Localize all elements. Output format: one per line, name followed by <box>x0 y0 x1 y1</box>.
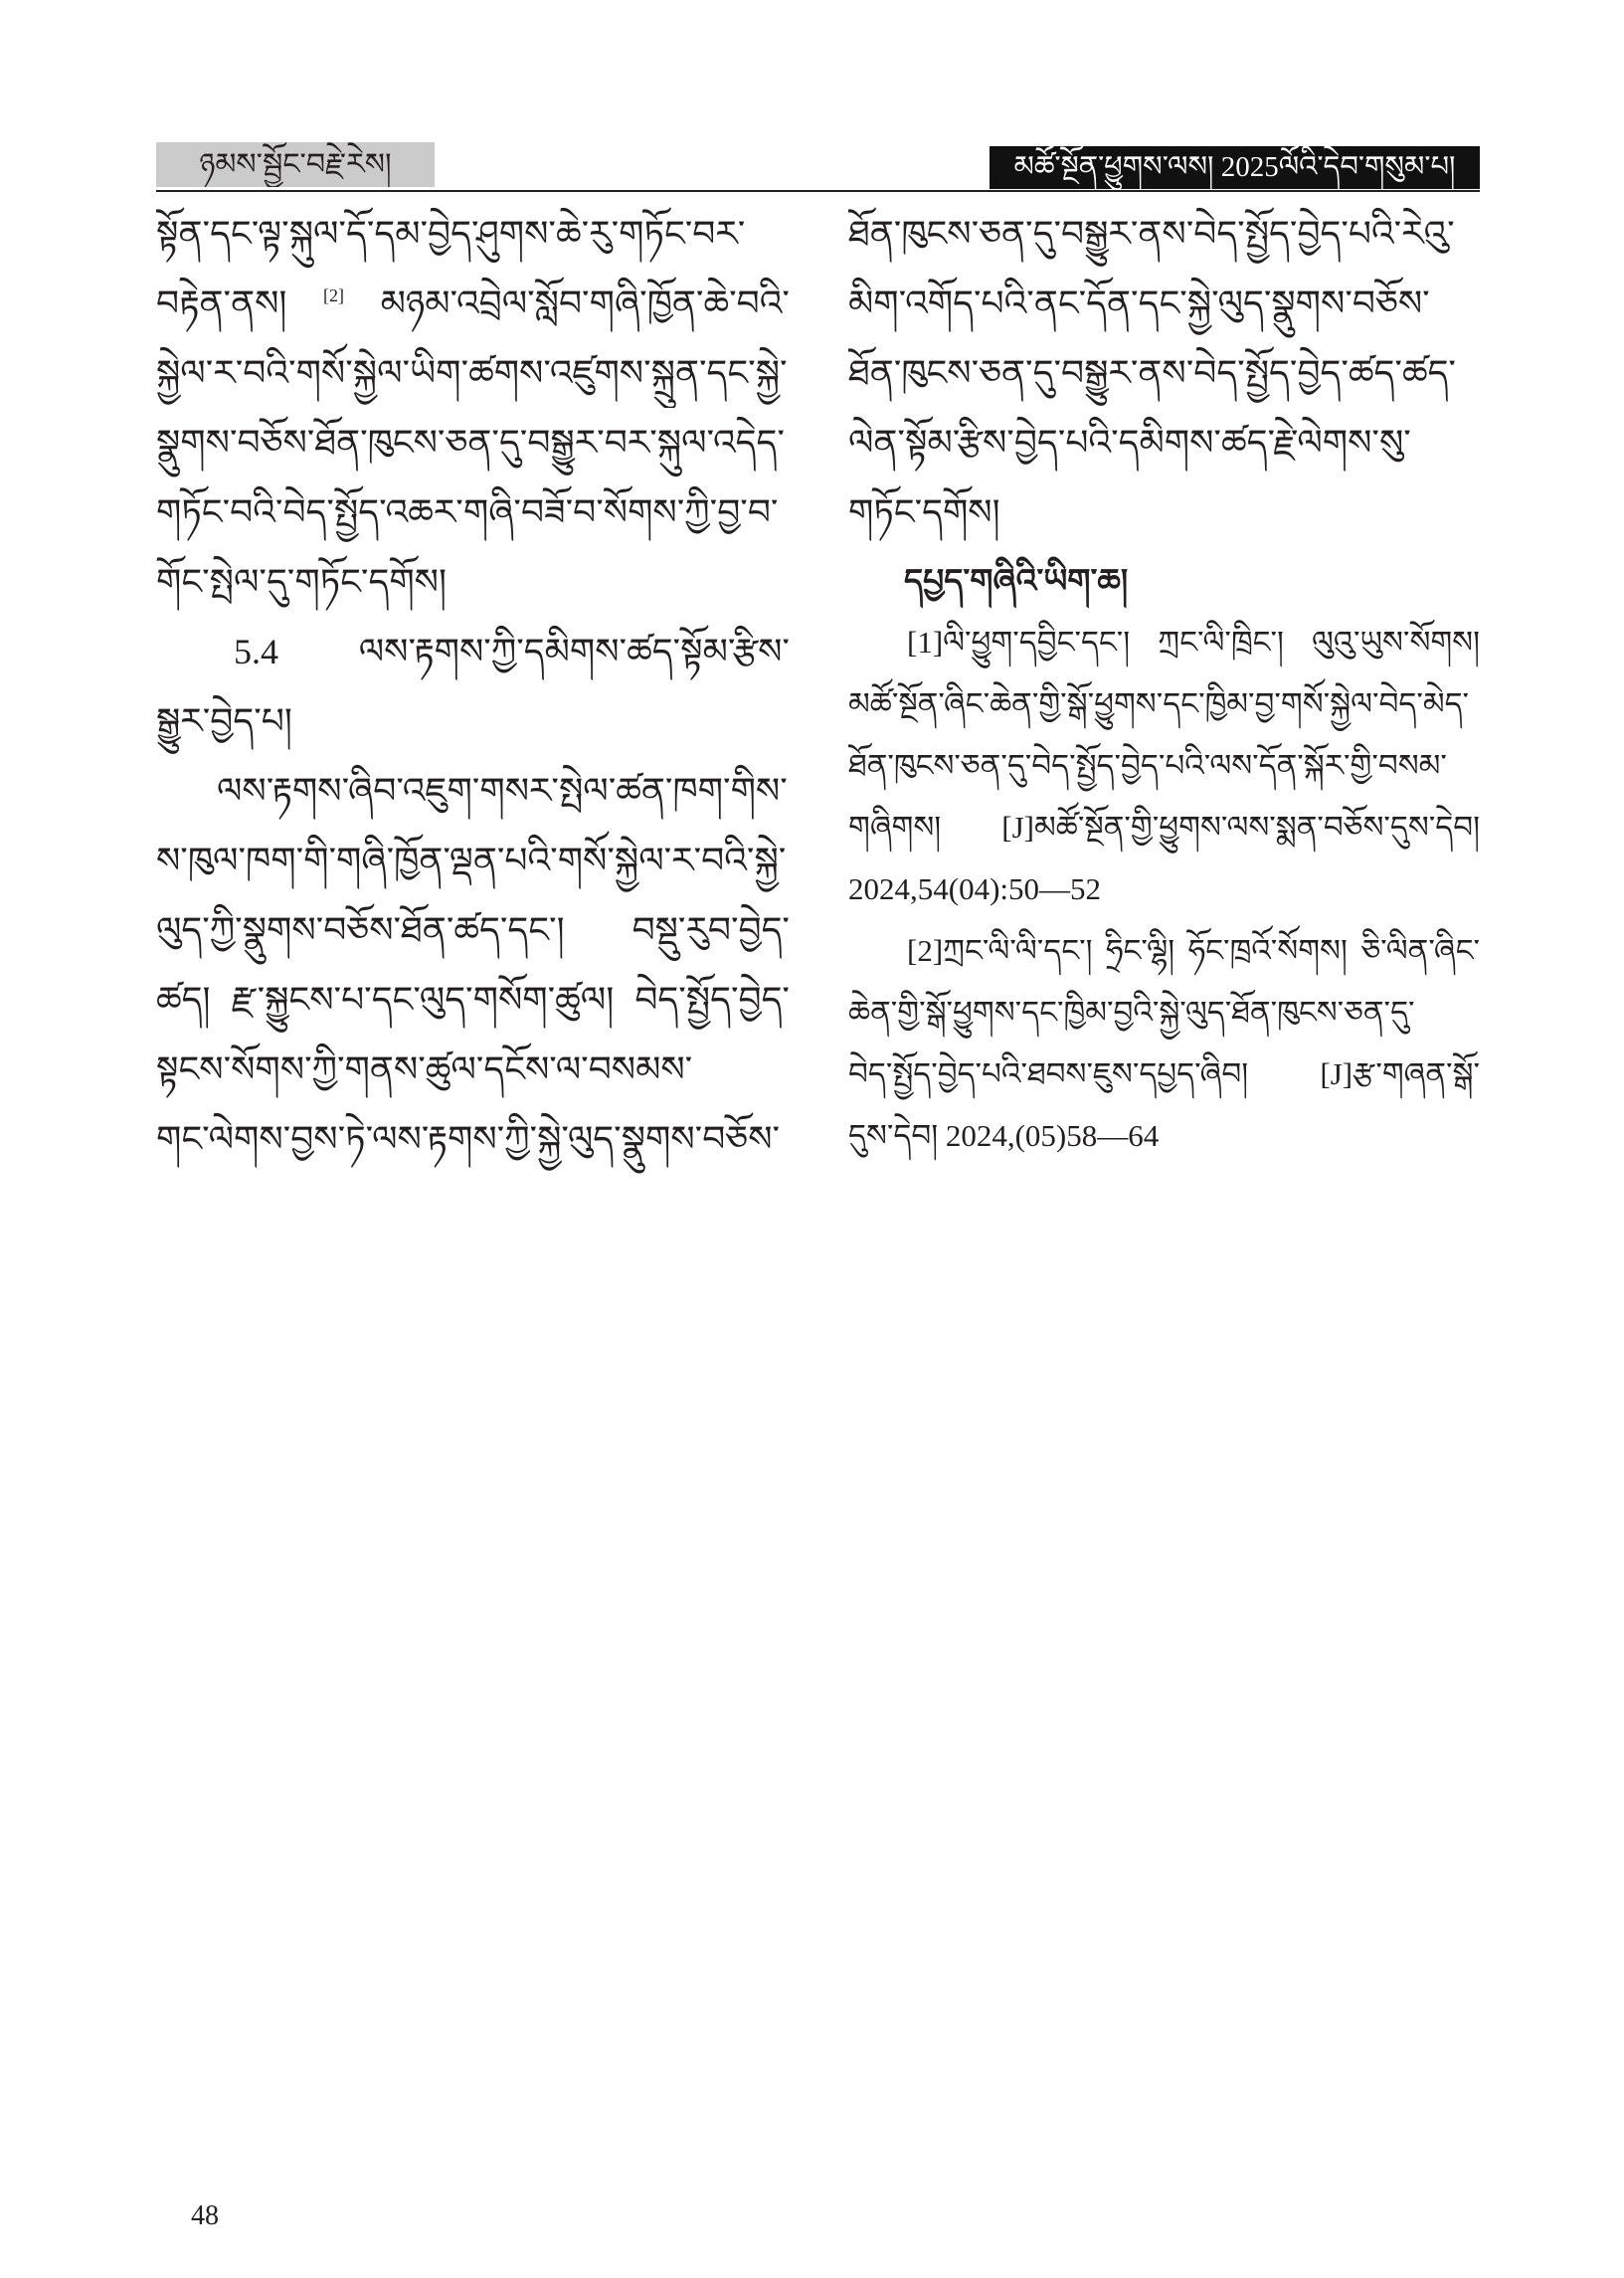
page-number: 48 <box>191 2200 219 2231</box>
section-heading-line <box>156 617 790 686</box>
body-line: སྟོན་དང་ལྟ་སྐུལ་དོ་དམ་བྱེད་ཤུགས་ཆེ་རུ་གཏོང་བར་ <box>156 214 746 254</box>
reference-line: [1]ལི་ཕྱུག་དབྱིང་དང་། ཀྲང་ལི་ཁྲིང་། ལུའུ་ཡུས་སོགས། <box>907 625 1480 660</box>
reference-line: ཆེན་གྱི་སྒོ་ཕྱུགས་དང་ཁྱིམ་བྱའི་སྐྱེ་ལུད་ཐོན་ཁུངས་ཅན་དུ་ <box>848 995 1415 1030</box>
references-heading: དཔྱད་གཞིའི་ཡིག་ཆ། <box>904 564 1129 600</box>
body-line: གོང་སྤེལ་དུ་གཏོང་དགོས། <box>156 562 447 602</box>
section-paragraph <box>156 756 790 1174</box>
reference-line: བེད་སྤྱོད་བྱེད་པའི་ཐབས་ཇུས་དཔྱད་ཞིབ། [J]རྩ་གཞན་སྒོ་ <box>848 1056 1480 1091</box>
body-line: སྟངས་སོགས་ཀྱི་གནས་ཚུལ་དངོས་ལ་བསམས་ <box>156 1049 693 1089</box>
reference-line: གཞིགས། [J]མཚོ་སྔོན་གྱི་ཕྱུགས་ལས་སྨན་བཅོས་དུས་དེབ། <box>848 810 1480 845</box>
body-line: ས་ཁུལ་ཁག་གི་གཞི་ཁྱོན་ལྡན་པའི་གསོ་སྐྱེལ་ར་བའི་སྐྱེ་ <box>156 841 787 880</box>
body-line: ལས་རྟགས་ཞིབ་འཇུག་གསར་སྤེལ་ཚན་ཁག་གིས་ <box>217 771 788 811</box>
reference-list <box>848 612 1480 1167</box>
body-line: ཐོན་ཁུངས་ཅན་དུ་བསྒྱུར་ནས་བེད་སྤྱོད་བྱེད་པའི་རེའུ་ <box>848 214 1455 254</box>
body-line: ལུད་ཀྱི་སྣུགས་བཅོས་ཐོན་ཚད་དང་། བསྡུ་རུབ་བྱེད་ <box>156 910 790 950</box>
citation-marker: [2] <box>323 285 345 305</box>
paragraph-continuation <box>156 199 790 617</box>
section-heading <box>156 617 790 756</box>
reference-entry <box>848 612 1480 920</box>
body-line: ལེན་སྟོམ་རྩིས་བྱེད་པའི་དམིགས་ཚད་རྗེ་ལེགས་སུ་ <box>848 423 1411 463</box>
body-line: ཚད། རྫ་སྐྱུངས་པ་དང་ལུད་གསོག་ཚུལ། བེད་སྤྱོད་བྱེད་ <box>156 980 790 1020</box>
reference-line: དུས་དེབ། 2024,(05)58—64 <box>848 1118 1160 1153</box>
body-line-with-citation <box>156 269 790 338</box>
header-rule <box>156 190 1480 192</box>
body-line: གང་ལེགས་བྱས་ཏེ་ལས་རྟགས་ཀྱི་སྐྱེ་ལུད་སྣུགས་བཅོས་ <box>156 1119 781 1159</box>
section-number: 5.4 <box>234 632 278 671</box>
body-line: མིག་འགོད་པའི་ནང་དོན་དང་སྐྱེ་ལུད་སྣུགས་བཅོས་ <box>848 284 1430 323</box>
reference-line: མཚོ་སྔོན་ཞིང་ཆེན་གྱི་སྒོ་ཕྱུགས་དང་ཁྱིམ་བྱ་གསོ་སྐྱེལ་བེད་མེད་ <box>848 686 1470 721</box>
reference-line: [2]ཀྲང་ལི་ལི་དང་། ཧྲིང་ལྷི། ཧོང་ཁྲའོ་སོགས། ཅི་ལིན་ཞིང་ <box>907 933 1480 968</box>
body-text: བརྟེན་ནས། <box>156 284 287 323</box>
body-text: མཉམ་འབྲེལ་སློབ་གཞི་ཁྱོན་ཆེ་བའི་ <box>380 284 790 323</box>
body-line: གཏོང་དགོས། <box>848 492 1000 532</box>
body-line: ཐོན་ཁུངས་ཅན་དུ་བསྒྱུར་ནས་བེད་སྤྱོད་བྱེད་ཚད་ཚད་ <box>848 353 1456 393</box>
body-line: གཏོང་བའི་བེད་སྤྱོད་འཆར་གཞི་བཟོ་བ་སོགས་ཀྱི་བྱ་བ་ <box>156 492 779 532</box>
section-title-banner <box>156 142 435 187</box>
reference-line: ཐོན་ཁུངས་ཅན་དུ་བེད་སྤྱོད་བྱེད་པའི་ལས་དོན་སྐོར་གྱི་བསམ་ <box>848 748 1447 783</box>
reference-line: 2024,54(04):50—52 <box>848 871 1102 906</box>
section-title: ཉམས་སྦྱོང་བརྗེ་རེས། <box>199 148 392 181</box>
left-column <box>156 199 790 1174</box>
paragraph <box>848 199 1480 547</box>
journal-issue: མཚོ་སྔོན་ཕྱུགས་ལས། 2025ལོའི་དེབ་གསུམ་པ། <box>1013 151 1456 183</box>
reference-entry <box>848 920 1480 1167</box>
body-line: སྐྱེལ་ར་བའི་གསོ་སྐྱེལ་ཡིག་ཚགས་འཛུགས་སྐྲུན་དང་སྐྱེ་ <box>156 353 788 393</box>
body-line: སྣུགས་བཅོས་ཐོན་ཁུངས་ཅན་དུ་བསྒྱུར་བར་སྐུལ་འདེད་ <box>156 423 785 463</box>
right-column <box>848 199 1480 1167</box>
section-heading-line: སྒྱུར་བྱེད་པ། <box>156 701 292 741</box>
section-title-text: ལས་རྟགས་ཀྱི་དམིགས་ཚད་སྟོམ་རྩིས་ <box>358 632 790 671</box>
journal-issue-banner <box>990 146 1480 189</box>
